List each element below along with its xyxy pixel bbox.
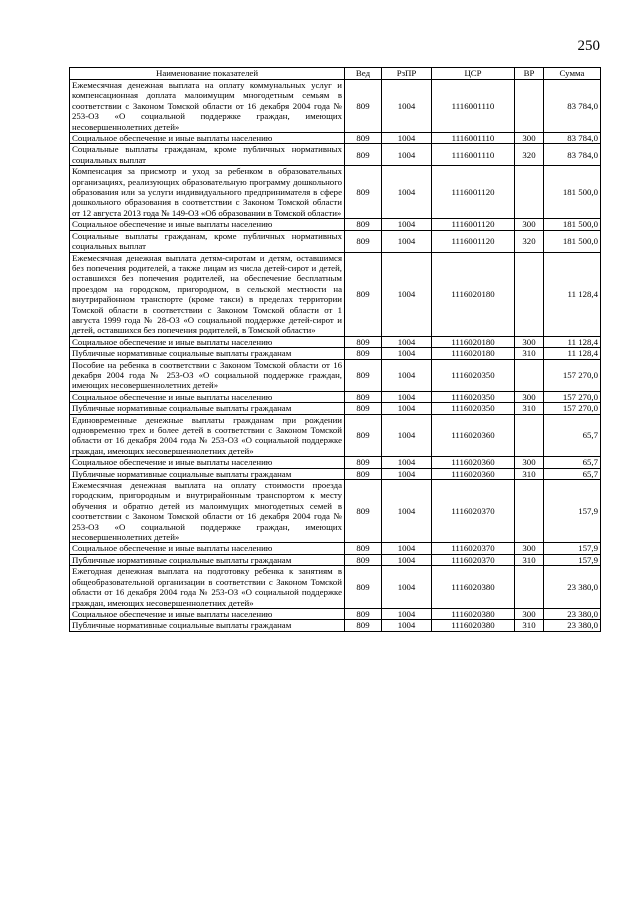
table-row — [70, 554, 601, 565]
cell-csr: 1116020380 — [432, 566, 515, 609]
cell-ved: 809 — [345, 359, 382, 391]
cell-vr — [515, 480, 544, 543]
table-row — [70, 230, 601, 252]
cell-csr: 1116020180 — [432, 252, 515, 336]
table-body — [70, 80, 601, 632]
cell-name: Публичные нормативные социальные выплаты гражданам — [70, 403, 345, 414]
cell-sum: 11 128,4 — [544, 252, 601, 336]
cell-sum: 157 270,0 — [544, 403, 601, 414]
cell-sum: 157,9 — [544, 480, 601, 543]
cell-sum: 65,7 — [544, 468, 601, 479]
cell-rzpr: 1004 — [382, 468, 432, 479]
cell-csr: 1116020360 — [432, 468, 515, 479]
cell-csr: 1116020380 — [432, 620, 515, 631]
cell-rzpr: 1004 — [382, 336, 432, 347]
cell-rzpr: 1004 — [382, 403, 432, 414]
table-row — [70, 391, 601, 402]
cell-name: Социальное обеспечение и иные выплаты населению — [70, 543, 345, 554]
cell-csr: 1116020370 — [432, 543, 515, 554]
table-header — [70, 68, 601, 80]
header-ved: Вед — [345, 68, 382, 80]
cell-csr: 1116001110 — [432, 144, 515, 166]
table-row — [70, 543, 601, 554]
table-row — [70, 144, 601, 166]
cell-vr: 300 — [515, 133, 544, 144]
cell-csr: 1116020350 — [432, 359, 515, 391]
cell-rzpr: 1004 — [382, 480, 432, 543]
cell-rzpr: 1004 — [382, 457, 432, 468]
table-row — [70, 133, 601, 144]
cell-rzpr: 1004 — [382, 566, 432, 609]
table-row — [70, 457, 601, 468]
cell-rzpr: 1004 — [382, 359, 432, 391]
cell-ved: 809 — [345, 543, 382, 554]
cell-ved: 809 — [345, 219, 382, 230]
cell-csr: 1116020180 — [432, 336, 515, 347]
cell-ved: 809 — [345, 166, 382, 219]
cell-sum: 181 500,0 — [544, 230, 601, 252]
cell-rzpr: 1004 — [382, 543, 432, 554]
table-row — [70, 166, 601, 219]
cell-ved: 809 — [345, 554, 382, 565]
cell-vr: 310 — [515, 348, 544, 359]
cell-sum: 83 784,0 — [544, 80, 601, 133]
cell-name: Социальное обеспечение и иные выплаты населению — [70, 391, 345, 402]
cell-rzpr: 1004 — [382, 166, 432, 219]
cell-rzpr: 1004 — [382, 252, 432, 336]
cell-rzpr: 1004 — [382, 554, 432, 565]
cell-ved: 809 — [345, 80, 382, 133]
cell-csr: 1116020180 — [432, 348, 515, 359]
cell-ved: 809 — [345, 391, 382, 402]
cell-rzpr: 1004 — [382, 80, 432, 133]
table-row — [70, 403, 601, 414]
cell-rzpr: 1004 — [382, 608, 432, 619]
cell-vr: 300 — [515, 457, 544, 468]
header-name: Наименование показателей — [70, 68, 345, 80]
cell-name: Ежемесячная денежная выплата детям-сиротам и детям, оставшимся без попечения родителей, а также лицам из числа детей-сирот и детей, оставшихся без попечения родителей, на обеспечение бесплатным проездом на городском, пригородном, в сельской местности на внутрирайонном транспорте (кроме такси) в пределах территории Томской области в соответствии с Законом Томской области от 1 августа 1999 года № 28-ОЗ «О социальной поддержке детей-сирот и детей, оставшихся без попечения родителей, в Томской области» — [70, 252, 345, 336]
cell-ved: 809 — [345, 133, 382, 144]
cell-ved: 809 — [345, 566, 382, 609]
cell-sum: 83 784,0 — [544, 144, 601, 166]
cell-csr: 1116001110 — [432, 80, 515, 133]
cell-csr: 1116001120 — [432, 230, 515, 252]
cell-sum: 157,9 — [544, 554, 601, 565]
cell-sum: 23 380,0 — [544, 608, 601, 619]
cell-csr: 1116020360 — [432, 457, 515, 468]
cell-name: Публичные нормативные социальные выплаты гражданам — [70, 468, 345, 479]
cell-ved: 809 — [345, 403, 382, 414]
cell-name: Социальное обеспечение и иные выплаты населению — [70, 336, 345, 347]
table-row — [70, 336, 601, 347]
cell-sum: 83 784,0 — [544, 133, 601, 144]
table-row — [70, 566, 601, 609]
cell-ved: 809 — [345, 608, 382, 619]
cell-csr: 1116020370 — [432, 554, 515, 565]
cell-sum: 181 500,0 — [544, 166, 601, 219]
cell-csr: 1116020350 — [432, 391, 515, 402]
cell-rzpr: 1004 — [382, 620, 432, 631]
cell-ved: 809 — [345, 457, 382, 468]
cell-sum: 11 128,4 — [544, 348, 601, 359]
table-row — [70, 414, 601, 457]
cell-ved: 809 — [345, 468, 382, 479]
cell-vr: 320 — [515, 144, 544, 166]
table-row — [70, 219, 601, 230]
cell-ved: 809 — [345, 230, 382, 252]
cell-name: Публичные нормативные социальные выплаты гражданам — [70, 348, 345, 359]
header-sum: Сумма — [544, 68, 601, 80]
cell-sum: 11 128,4 — [544, 336, 601, 347]
cell-sum: 181 500,0 — [544, 219, 601, 230]
cell-name: Компенсация за присмотр и уход за ребенком в образовательных организациях, реализующих образовательную программу дошкольного образования или за услуги индивидуального предпринимателя в сфере дошкольного образования в соответствии с Законом Томской области от 12 августа 2013 года № 149-ОЗ «Об образовании в Томской области» — [70, 166, 345, 219]
cell-vr: 300 — [515, 336, 544, 347]
cell-vr — [515, 359, 544, 391]
cell-name: Ежемесячная денежная выплата на оплату коммунальных услуг и компенсационная доплата малоимущим многодетным семьям в соответствии с Законом Томской области от 16 декабря 2004 года № 253-ОЗ «О социальной поддержке граждан, имеющих несовершеннолетних детей» — [70, 80, 345, 133]
cell-rzpr: 1004 — [382, 219, 432, 230]
page-number: 250 — [577, 38, 600, 54]
cell-vr — [515, 166, 544, 219]
cell-name: Единовременные денежные выплаты гражданам при рождении одновременно трех и более детей в соответствии с Законом Томской области от 16 декабря 2004 года № 253-ОЗ «О социальной поддержке граждан, имеющих несовершеннолетних детей» — [70, 414, 345, 457]
cell-ved: 809 — [345, 414, 382, 457]
cell-vr: 300 — [515, 219, 544, 230]
cell-vr: 300 — [515, 608, 544, 619]
cell-name: Ежегодная денежная выплата на подготовку ребенка к занятиям в общеобразовательной организации в соответствии с Законом Томской области от 16 декабря 2004 года № 253-ОЗ «О социальной поддержке граждан, имеющих несовершеннолетних детей» — [70, 566, 345, 609]
cell-name: Социальные выплаты гражданам, кроме публичных нормативных социальных выплат — [70, 230, 345, 252]
table-row — [70, 359, 601, 391]
cell-vr — [515, 414, 544, 457]
cell-ved: 809 — [345, 480, 382, 543]
cell-ved: 809 — [345, 348, 382, 359]
cell-csr: 1116001120 — [432, 166, 515, 219]
table-row — [70, 480, 601, 543]
cell-name: Пособие на ребенка в соответствии с Законом Томской области от 16 декабря 2004 года № 253-ОЗ «О социальной поддержке граждан, имеющих несовершеннолетних детей» — [70, 359, 345, 391]
cell-vr — [515, 566, 544, 609]
cell-name: Социальное обеспечение и иные выплаты населению — [70, 219, 345, 230]
cell-ved: 809 — [345, 620, 382, 631]
cell-name: Социальное обеспечение и иные выплаты населению — [70, 457, 345, 468]
cell-name: Ежемесячная денежная выплата на оплату стоимости проезда городским, пригородным и внутрирайонным транспортом к месту обучения и обратно детей из малоимущих многодетных семей в соответствии с Законом Томской области от 16 декабря 2004 года № 253-ОЗ «О социальной поддержке граждан, имеющих несовершеннолетних детей» — [70, 480, 345, 543]
cell-csr: 1116020350 — [432, 403, 515, 414]
cell-csr: 1116020370 — [432, 480, 515, 543]
cell-vr: 300 — [515, 543, 544, 554]
table-row — [70, 620, 601, 631]
cell-rzpr: 1004 — [382, 133, 432, 144]
table-row — [70, 608, 601, 619]
cell-vr — [515, 80, 544, 133]
table-row — [70, 468, 601, 479]
cell-ved: 809 — [345, 144, 382, 166]
cell-rzpr: 1004 — [382, 348, 432, 359]
cell-csr: 1116020360 — [432, 414, 515, 457]
cell-csr: 1116020380 — [432, 608, 515, 619]
cell-vr: 310 — [515, 620, 544, 631]
cell-sum: 23 380,0 — [544, 620, 601, 631]
table-row — [70, 80, 601, 133]
cell-sum: 157,9 — [544, 543, 601, 554]
cell-rzpr: 1004 — [382, 391, 432, 402]
cell-rzpr: 1004 — [382, 414, 432, 457]
cell-vr: 310 — [515, 554, 544, 565]
cell-name: Публичные нормативные социальные выплаты гражданам — [70, 620, 345, 631]
table-row — [70, 348, 601, 359]
cell-rzpr: 1004 — [382, 144, 432, 166]
cell-vr — [515, 252, 544, 336]
cell-sum: 157 270,0 — [544, 391, 601, 402]
cell-vr: 320 — [515, 230, 544, 252]
cell-sum: 157 270,0 — [544, 359, 601, 391]
cell-name: Социальные выплаты гражданам, кроме публичных нормативных социальных выплат — [70, 144, 345, 166]
cell-ved: 809 — [345, 336, 382, 347]
cell-vr: 310 — [515, 468, 544, 479]
cell-name: Социальное обеспечение и иные выплаты населению — [70, 133, 345, 144]
cell-sum: 65,7 — [544, 414, 601, 457]
cell-sum: 23 380,0 — [544, 566, 601, 609]
budget-table — [69, 67, 601, 632]
header-csr: ЦСР — [432, 68, 515, 80]
cell-name: Социальное обеспечение и иные выплаты населению — [70, 608, 345, 619]
table-row — [70, 252, 601, 336]
header-rzpr: РзПР — [382, 68, 432, 80]
cell-csr: 1116001120 — [432, 219, 515, 230]
header-row — [70, 68, 601, 80]
cell-vr: 310 — [515, 403, 544, 414]
cell-ved: 809 — [345, 252, 382, 336]
cell-sum: 65,7 — [544, 457, 601, 468]
cell-name: Публичные нормативные социальные выплаты гражданам — [70, 554, 345, 565]
header-vr: ВР — [515, 68, 544, 80]
cell-rzpr: 1004 — [382, 230, 432, 252]
cell-vr: 300 — [515, 391, 544, 402]
cell-csr: 1116001110 — [432, 133, 515, 144]
